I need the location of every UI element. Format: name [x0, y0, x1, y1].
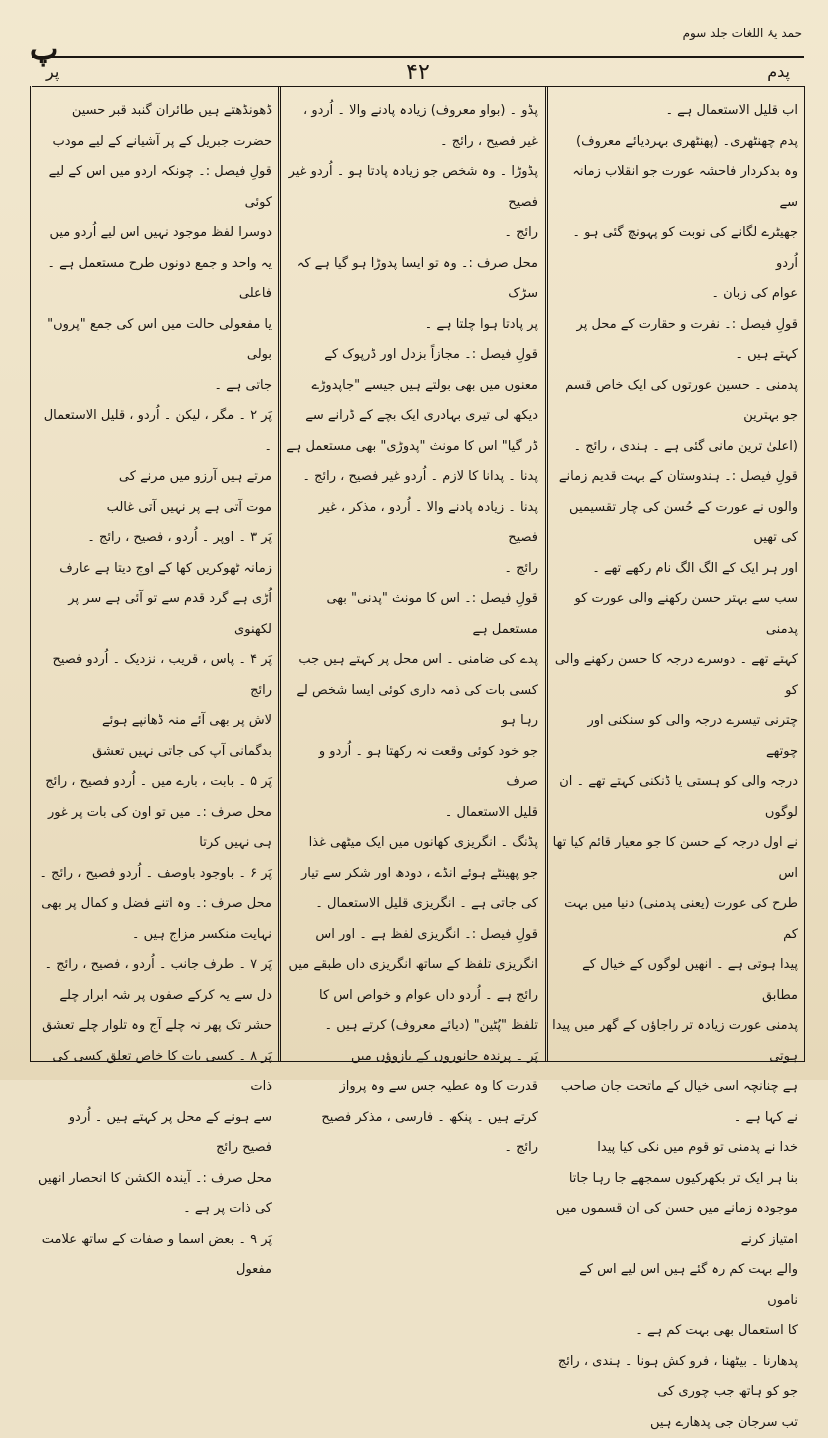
text-line: کسی بات کی ذمہ داری کوئی ایسا شخص لے رہا ہو: [286, 676, 538, 737]
first-headword: پدم: [767, 62, 790, 81]
text-line: یا مفعولی حالت میں اس کی جمع "پروں" بولی: [36, 310, 272, 371]
text-line: پیدا ہوتی ہے ۔ انھیں لوگوں کے خیال کے مطابق: [552, 950, 798, 1011]
text-line: پَر ۸ ۔ کسی بات کا خاص تعلق کسی کی ذات: [36, 1042, 272, 1103]
text-line: دوسرا لفظ موجود نہیں اس لیے اُردو میں: [36, 218, 272, 249]
column-middle: [286, 96, 538, 1056]
text-line: قولِ فیصل :۔ اس کا مونث "پدنی" بھی مستعمل ہے: [286, 584, 538, 645]
text-line: بنا ہر ایک تر بکھرکیوں سمجھے جا رہا جاتا: [552, 1164, 798, 1195]
text-line: دیکھ لی تیری بہادری ایک بچے کے ڈرانے سے: [286, 401, 538, 432]
text-line: محل صرف :۔ آیندہ الکشن کا انحصار انھیں: [36, 1164, 272, 1195]
text-line: جھیٹرے لگانے کی نوبت کو پہونچ گئی ہو ۔ اُردو: [552, 218, 798, 279]
text-line: طرح کی عورت (یعنی پدمنی) دنیا میں بہت کم: [552, 889, 798, 950]
text-line: رائج ہے ۔ اُردو داں عوام و خواص اس کا: [286, 981, 538, 1012]
text-line: جاتی ہے ۔: [36, 371, 272, 402]
text-line: اُڑی ہے گرد قدم سے تو آئی ہے سر پر لکھنوی: [36, 584, 272, 645]
text-line: اور ہر ایک کے الگ الگ نام رکھے تھے ۔: [552, 554, 798, 585]
text-line: پدے کی ضامنی ۔ اس محل پر کہتے ہیں جب: [286, 645, 538, 676]
text-line: چترنی تیسرے درجہ والی کو سنکنی اور چوتھے: [552, 706, 798, 767]
header-rule: [32, 86, 804, 87]
column-divider: [278, 86, 281, 1062]
running-header: [32, 60, 804, 86]
text-line: معنوں میں بھی بولتے ہیں جیسے "جاپدوڑے: [286, 371, 538, 402]
text-line: جو خود کوئی وقعت نہ رکھتا ہو ۔ اُردو و صرف: [286, 737, 538, 798]
text-line: نے اول درجہ کے حسن کا جو معیار قائم کیا تھا اس: [552, 828, 798, 889]
text-line: پَر ۷ ۔ طرف جانب ۔ اُردو ، فصیح ، رائج ۔: [36, 950, 272, 981]
text-line: انگریزی تلفظ کے ساتھ انگریزی داں طبقے میں: [286, 950, 538, 981]
text-line: قولِ فیصل :۔ ہندوستان کے بہت قدیم زمانے: [552, 462, 798, 493]
text-line: والے بہت کم رہ گئے ہیں اس لیے اس کے ناموں: [552, 1255, 798, 1316]
text-line: کہتے تھے ۔ دوسرے درجہ کا حسن رکھنے والی کو: [552, 645, 798, 706]
text-line: قولِ فیصل :۔ نفرت و حقارت کے محل پر کہتے ہیں ۔: [552, 310, 798, 371]
text-line: محل صرف :۔ وہ اتنے فضل و کمال پر بھی: [36, 889, 272, 920]
text-line: پَر ۳ ۔ اوپر ۔ اُردو ، فصیح ، رائج ۔: [36, 523, 272, 554]
text-line: (اعلیٰ ترین مانی گئی ہے ۔ ہندی ، رائج ۔: [552, 432, 798, 463]
text-line: پَر ۶ ۔ باوجود باوصف ۔ اُردو فصیح ، رائج ۔: [36, 859, 272, 890]
text-line: پدمنی عورت زیادہ تر راجاؤں کے گھر میں پیدا ہوتی: [552, 1011, 798, 1072]
text-line: جو کو ہاتھ جب چوری کی: [552, 1377, 798, 1408]
text-line: بدگمانی آپ کی جاتی نہیں تعشق: [36, 737, 272, 768]
text-line: حضرت جبریل کے پر آشیانے کے لیے مودب: [36, 127, 272, 158]
text-line: تب سرجان جی پدھارے ہیں: [552, 1408, 798, 1438]
text-line: محل صرف :۔ وہ تو ایسا پدوڑا ہو گیا ہے کہ سڑک: [286, 249, 538, 310]
text-line: موجودہ زمانے میں حسن کی ان قسموں میں امتیاز کرنے: [552, 1194, 798, 1255]
text-line: پر پادتا ہوا چلتا ہے ۔: [286, 310, 538, 341]
text-line: قولِ فیصل :۔ مجازاً بزدل اور ڈرپوک کے: [286, 340, 538, 371]
text-line: پدم چھنٹھری۔ (پھنٹھری بہردیائے معروف): [552, 127, 798, 158]
text-line: لاش پر بھی آئے منہ ڈھانپے ہوئے: [36, 706, 272, 737]
text-line: پَر ۴ ۔ پاس ، قریب ، نزدیک ۔ اُردو فصیح رائج: [36, 645, 272, 706]
text-line: پدھارنا ۔ بیٹھنا ، فرو کش ہونا ۔ ہندی ، رائج: [552, 1347, 798, 1378]
text-line: تلفظ "پُٹین" (دیائے معروف) کرتے ہیں ۔: [286, 1011, 538, 1042]
text-line: موت آتی ہے پر نہیں آتی غالب: [36, 493, 272, 524]
book-title: حمد یۂ اللغات جلد سوم: [683, 26, 802, 40]
page-number: ۴۲: [406, 60, 430, 85]
text-line: رائج ۔: [286, 1133, 538, 1164]
text-line: جو پھینٹے ہوئے انڈے ، دودھ اور شکر سے تیار: [286, 859, 538, 890]
text-line: یہ واحد و جمع دونوں طرح مستعمل ہے ۔ فاعلی: [36, 249, 272, 310]
text-line: دل سے یہ کرکے صفوں پر شہ ابرار چلے: [36, 981, 272, 1012]
text-line: محل صرف :۔ میں تو اون کی بات پر غور ہی نہیں کرتا: [36, 798, 272, 859]
text-line: عوام کی زبان ۔: [552, 279, 798, 310]
text-line: سب سے بہتر حسن رکھنے والی عورت کو پدمنی: [552, 584, 798, 645]
text-line: غیر فصیح ، رائج ۔: [286, 127, 538, 158]
column-divider: [545, 86, 548, 1062]
text-line: ڈر گیا" اس کا مونث "پدوڑی" بھی مستعمل ہے: [286, 432, 538, 463]
column-right: [552, 96, 798, 1056]
text-line: وہ بدکردار فاحشہ عورت جو انقلاب زمانہ سے: [552, 157, 798, 218]
top-rule: [32, 56, 804, 58]
text-line: پدنا ۔ پدانا کا لازم ۔ اُردو غیر فصیح ، رائج ۔: [286, 462, 538, 493]
text-line: پڈنگ ۔ انگریزی کھانوں میں ایک میٹھی غذا: [286, 828, 538, 859]
text-line: زمانہ ٹھوکریں کھا کے اوج دیتا ہے عارف: [36, 554, 272, 585]
text-line: پَر ۲ ۔ مگر ، لیکن ۔ اُردو ، قلیل الاستعمال ۔: [36, 401, 272, 462]
text-line: قولِ فیصل :۔ انگریزی لفظ ہے ۔ اور اس: [286, 920, 538, 951]
text-line: کی ذات پر ہے ۔: [36, 1194, 272, 1225]
text-line: نے کہا ہے ۔: [552, 1103, 798, 1134]
text-line: حشر تک پھر نہ چلے آج وہ تلوار چلے تعشق: [36, 1011, 272, 1042]
text-line: خدا نے پدمنی تو قوم میں نکی کیا پیدا: [552, 1133, 798, 1164]
text-line: کا استعمال بھی بہت کم ہے ۔: [552, 1316, 798, 1347]
column-border-right: [804, 86, 805, 1062]
text-line: قولِ فیصل :۔ چونکہ اردو میں اس کے لیے کوئی: [36, 157, 272, 218]
text-line: کی جاتی ہے ۔ انگریزی قلیل الاستعمال ۔: [286, 889, 538, 920]
text-line: رائج ۔: [286, 218, 538, 249]
text-line: درجہ والی کو ہستی یا ڈنکنی کہتے تھے ۔ ان لوگوں: [552, 767, 798, 828]
text-line: پَر ۹ ۔ بعض اسما و صفات کے ساتھ علامت مفعول: [36, 1225, 272, 1286]
text-line: پَر ۵ ۔ بابت ، بارے میں ۔ اُردو فصیح ، رائج: [36, 767, 272, 798]
text-line: پدمنی ۔ حسین عورتوں کی ایک خاص قسم جو بہترین: [552, 371, 798, 432]
text-line: پڈوڑا ۔ وہ شخص جو زیادہ پادتا ہو ۔ اُردو غیر فصیح: [286, 157, 538, 218]
text-line: والوں نے عورت کے حُسن کی چار تقسیمیں کی تھیں: [552, 493, 798, 554]
text-line: کرتے ہیں ۔ پنکھ ۔ فارسی ، مذکر فصیح: [286, 1103, 538, 1134]
text-line: مرتے ہیں آرزو میں مرنے کی: [36, 462, 272, 493]
text-line: پدنا ۔ زیادہ پادنے والا ۔ اُردو ، مذکر ، غیر فصیح: [286, 493, 538, 554]
text-line: پَر ۔ پرندہ جانوروں کے بازوؤں میں: [286, 1042, 538, 1073]
text-line: سے ہونے کے محل پر کہتے ہیں ۔ اُردو فصیح رائج: [36, 1103, 272, 1164]
text-line: رائج ۔: [286, 554, 538, 585]
text-line: ڈھونڈھتے ہیں طائران گنبد قبر حسین: [36, 96, 272, 127]
text-line: اب قلیل الاستعمال ہے ۔: [552, 96, 798, 127]
column-left: [36, 96, 272, 1056]
column-border-left: [30, 86, 31, 1062]
text-line: نہایت منکسر مزاج ہیں ۔: [36, 920, 272, 951]
text-line: ہے چنانچہ اسی خیال کے ماتحت جان صاحب: [552, 1072, 798, 1103]
last-headword: پر: [46, 62, 59, 81]
text-line: پڈو ۔ (بواو معروف) زیادہ پادنے والا ۔ اُردو ،: [286, 96, 538, 127]
text-line: قدرت کا وہ عطیہ جس سے وہ پرواز: [286, 1072, 538, 1103]
section-letter: پ: [30, 32, 58, 67]
text-line: قلیل الاستعمال ۔: [286, 798, 538, 829]
